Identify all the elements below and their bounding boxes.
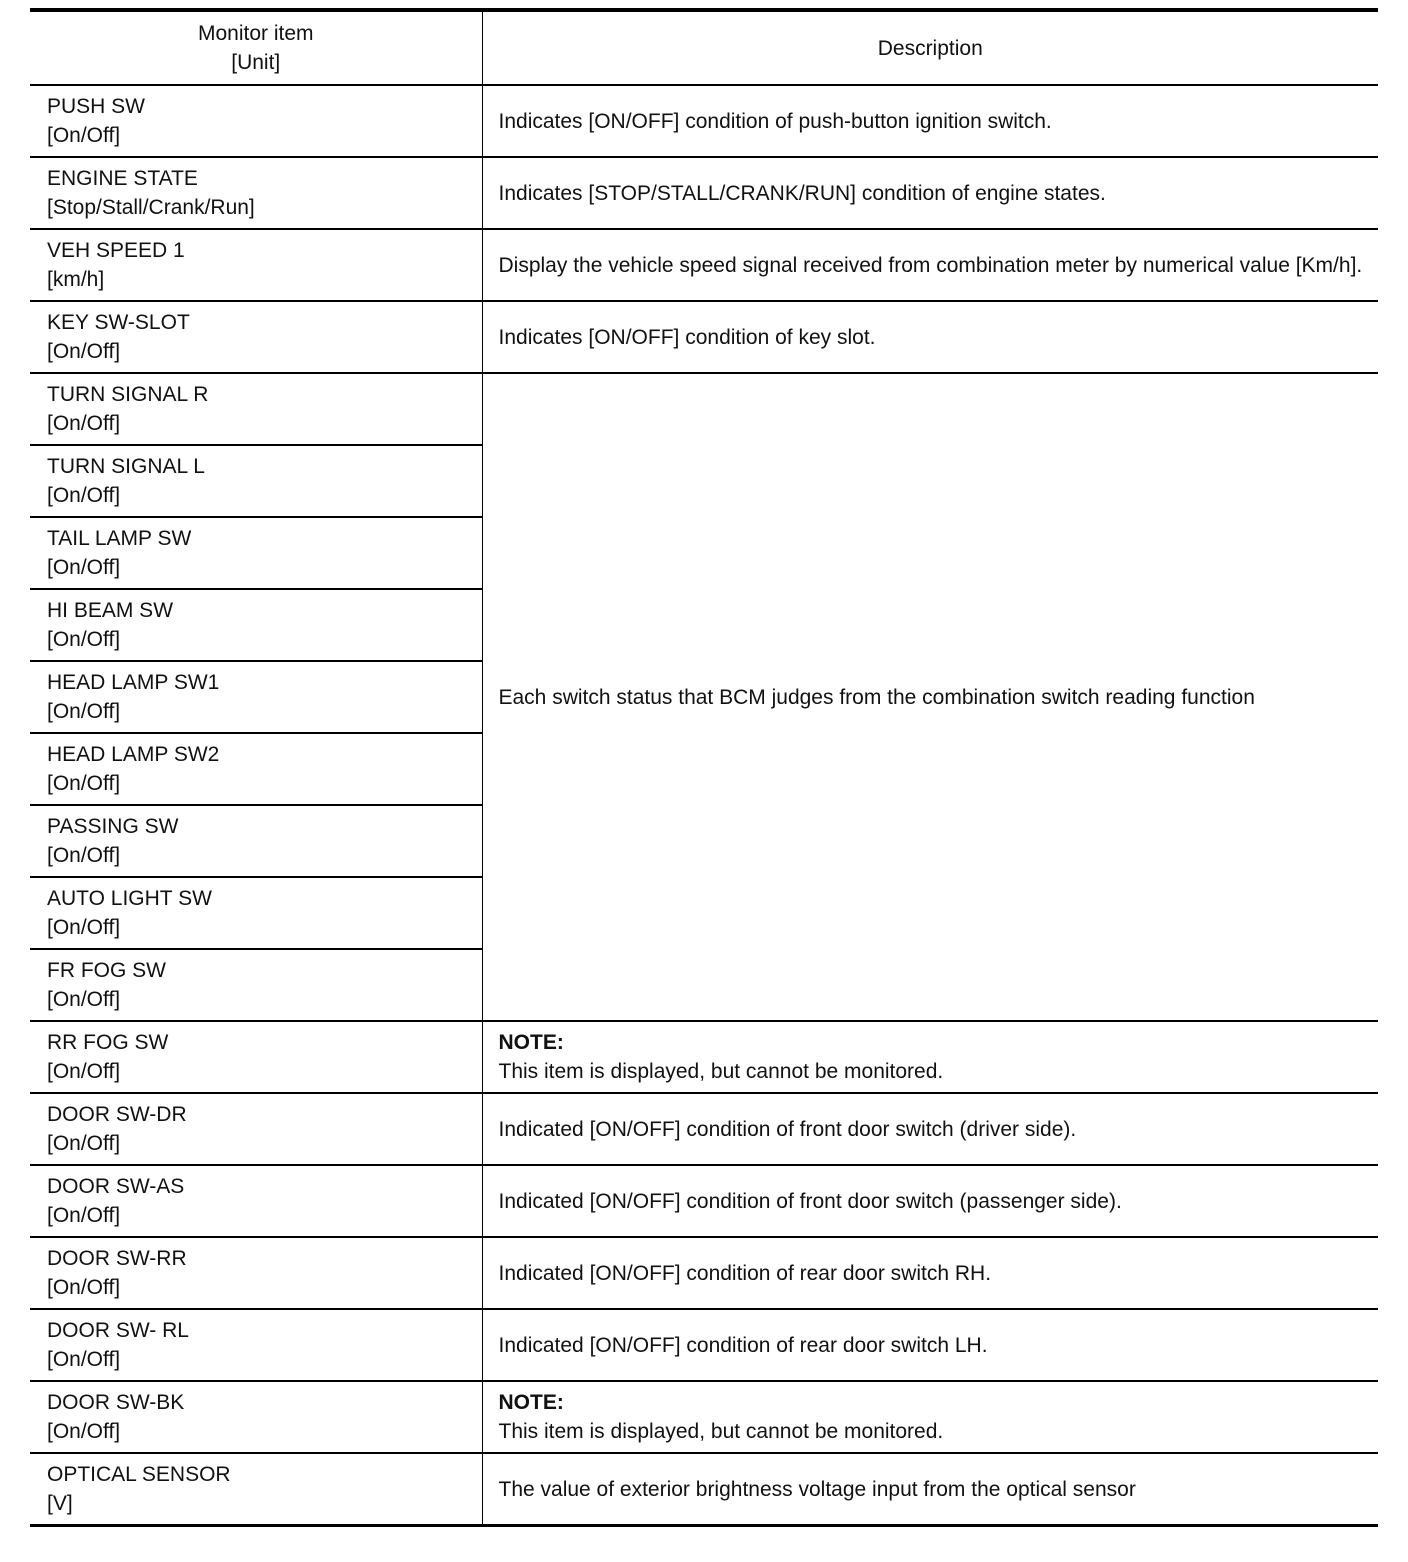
monitor-item-unit: [On/Off] xyxy=(47,844,121,867)
monitor-item-unit: [km/h] xyxy=(47,268,105,291)
description-cell xyxy=(482,1309,1378,1381)
description-text: The value of exterior brightness voltage input from the optical sensor xyxy=(498,1477,1136,1501)
table-body xyxy=(30,85,1378,1526)
monitor-item-unit: [On/Off] xyxy=(47,484,121,507)
unit-header-label: [Unit] xyxy=(231,51,281,74)
description-text: Display the vehicle speed signal received from combination meter by numerical value [Km/h]. xyxy=(498,253,1363,277)
monitor-item-name: DOOR SW-BK xyxy=(47,1391,185,1414)
monitor-item-name: ENGINE STATE xyxy=(47,167,198,190)
table-row xyxy=(30,1021,1378,1093)
description-text: Indicated [ON/OFF] condition of rear door switch RH. xyxy=(498,1261,992,1285)
monitor-item-cell xyxy=(30,1237,482,1309)
description-text: Indicates [ON/OFF] condition of push-button ignition switch. xyxy=(498,109,1052,133)
monitor-item-name: DOOR SW-DR xyxy=(47,1103,187,1126)
description-cell xyxy=(482,229,1378,301)
description-text: Indicated [ON/OFF] condition of front door switch (passenger side). xyxy=(498,1189,1122,1213)
monitor-item-unit: [On/Off] xyxy=(47,1420,121,1443)
monitor-item-unit: [On/Off] xyxy=(47,1132,121,1155)
description-cell xyxy=(482,301,1378,373)
monitor-item-cell xyxy=(30,1165,482,1237)
monitor-item-unit: [On/Off] xyxy=(47,556,121,579)
table-row xyxy=(30,229,1378,301)
table-row xyxy=(30,1381,1378,1453)
table-row xyxy=(30,1093,1378,1165)
monitor-item-cell xyxy=(30,229,482,301)
monitor-item-name: OPTICAL SENSOR xyxy=(47,1463,231,1486)
monitor-item-cell xyxy=(30,1021,482,1093)
monitor-item-unit: [On/Off] xyxy=(47,340,121,363)
monitor-item-name: RR FOG SW xyxy=(47,1031,169,1054)
description-header: Description xyxy=(482,10,1378,85)
monitor-item-cell xyxy=(30,1309,482,1381)
table-row xyxy=(30,85,1378,157)
monitor-item-cell xyxy=(30,445,482,517)
header-row xyxy=(30,10,1378,85)
monitor-item-unit: [On/Off] xyxy=(47,1204,121,1227)
description-cell xyxy=(482,1021,1378,1093)
table-row xyxy=(30,157,1378,229)
monitor-item-name: DOOR SW-RR xyxy=(47,1247,187,1270)
monitor-item-unit: [On/Off] xyxy=(47,124,121,147)
monitor-item-cell xyxy=(30,1381,482,1453)
description-cell xyxy=(482,85,1378,157)
monitor-item-unit: [On/Off] xyxy=(47,916,121,939)
monitor-item-unit: [Stop/Stall/Crank/Run] xyxy=(47,196,255,219)
description-text: This item is displayed, but cannot be monitored. xyxy=(498,1420,944,1443)
table-row xyxy=(30,373,1378,445)
description-cell xyxy=(482,1093,1378,1165)
monitor-item-cell xyxy=(30,949,482,1021)
note-label: NOTE: xyxy=(498,1391,564,1414)
monitor-item-cell xyxy=(30,877,482,949)
monitor-item-unit: [On/Off] xyxy=(47,988,121,1011)
description-text: Indicated [ON/OFF] condition of rear door switch LH. xyxy=(498,1333,988,1357)
monitor-item-unit: [On/Off] xyxy=(47,412,121,435)
monitor-item-name: HI BEAM SW xyxy=(47,599,174,622)
monitor-item-cell xyxy=(30,805,482,877)
monitor-item-name: HEAD LAMP SW2 xyxy=(47,743,220,766)
monitor-item-cell xyxy=(30,85,482,157)
monitor-item-cell xyxy=(30,733,482,805)
monitor-item-name: TAIL LAMP SW xyxy=(47,527,192,550)
description-cell-merged xyxy=(482,373,1378,1021)
monitor-item-unit: [On/Off] xyxy=(47,772,121,795)
monitor-item-unit: [On/Off] xyxy=(47,628,121,651)
table-row xyxy=(30,1453,1378,1526)
description-cell xyxy=(482,157,1378,229)
monitor-item-name: DOOR SW-AS xyxy=(47,1175,185,1198)
monitor-item-name: AUTO LIGHT SW xyxy=(47,887,212,910)
description-cell xyxy=(482,1237,1378,1309)
monitor-item-name: DOOR SW- RL xyxy=(47,1319,189,1342)
monitor-item-unit: [On/Off] xyxy=(47,1348,121,1371)
monitor-item-name: PASSING SW xyxy=(47,815,179,838)
monitor-item-unit: [On/Off] xyxy=(47,1276,121,1299)
monitor-item-cell xyxy=(30,517,482,589)
monitor-item-cell xyxy=(30,373,482,445)
description-cell xyxy=(482,1165,1378,1237)
monitor-item-name: PUSH SW xyxy=(47,95,146,118)
monitor-item-cell xyxy=(30,157,482,229)
monitor-item-name: TURN SIGNAL L xyxy=(47,455,205,478)
description-text: This item is displayed, but cannot be monitored. xyxy=(498,1060,944,1083)
monitor-item-unit: [V] xyxy=(47,1492,73,1515)
description-cell xyxy=(482,1381,1378,1453)
description-text: Indicates [STOP/STALL/CRANK/RUN] condition of engine states. xyxy=(498,181,1106,205)
table-row xyxy=(30,301,1378,373)
monitor-item-unit: [On/Off] xyxy=(47,1060,121,1083)
monitor-item-cell xyxy=(30,301,482,373)
monitor-item-cell xyxy=(30,1093,482,1165)
monitor-item-name: TURN SIGNAL R xyxy=(47,383,209,406)
monitor-item-name: KEY SW-SLOT xyxy=(47,311,190,334)
monitor-item-header xyxy=(30,10,482,85)
monitor-item-header-label: Monitor item xyxy=(197,22,314,45)
monitor-item-cell xyxy=(30,1453,482,1526)
monitor-item-unit: [On/Off] xyxy=(47,700,121,723)
description-text: Each switch status that BCM judges from the combination switch reading function xyxy=(498,685,1255,709)
table-row xyxy=(30,1309,1378,1381)
table-row xyxy=(30,1237,1378,1309)
note-label: NOTE: xyxy=(498,1031,564,1054)
description-text: Indicated [ON/OFF] condition of front door switch (driver side). xyxy=(498,1117,1077,1141)
monitor-item-name: HEAD LAMP SW1 xyxy=(47,671,220,694)
monitor-item-cell xyxy=(30,589,482,661)
description-cell xyxy=(482,1453,1378,1526)
monitor-item-table xyxy=(30,8,1378,1527)
monitor-item-name: VEH SPEED 1 xyxy=(47,239,185,262)
monitor-item-name: FR FOG SW xyxy=(47,959,166,982)
monitor-item-cell xyxy=(30,661,482,733)
description-text: Indicates [ON/OFF] condition of key slot. xyxy=(498,325,876,349)
table-header xyxy=(30,10,1378,85)
table-row xyxy=(30,1165,1378,1237)
